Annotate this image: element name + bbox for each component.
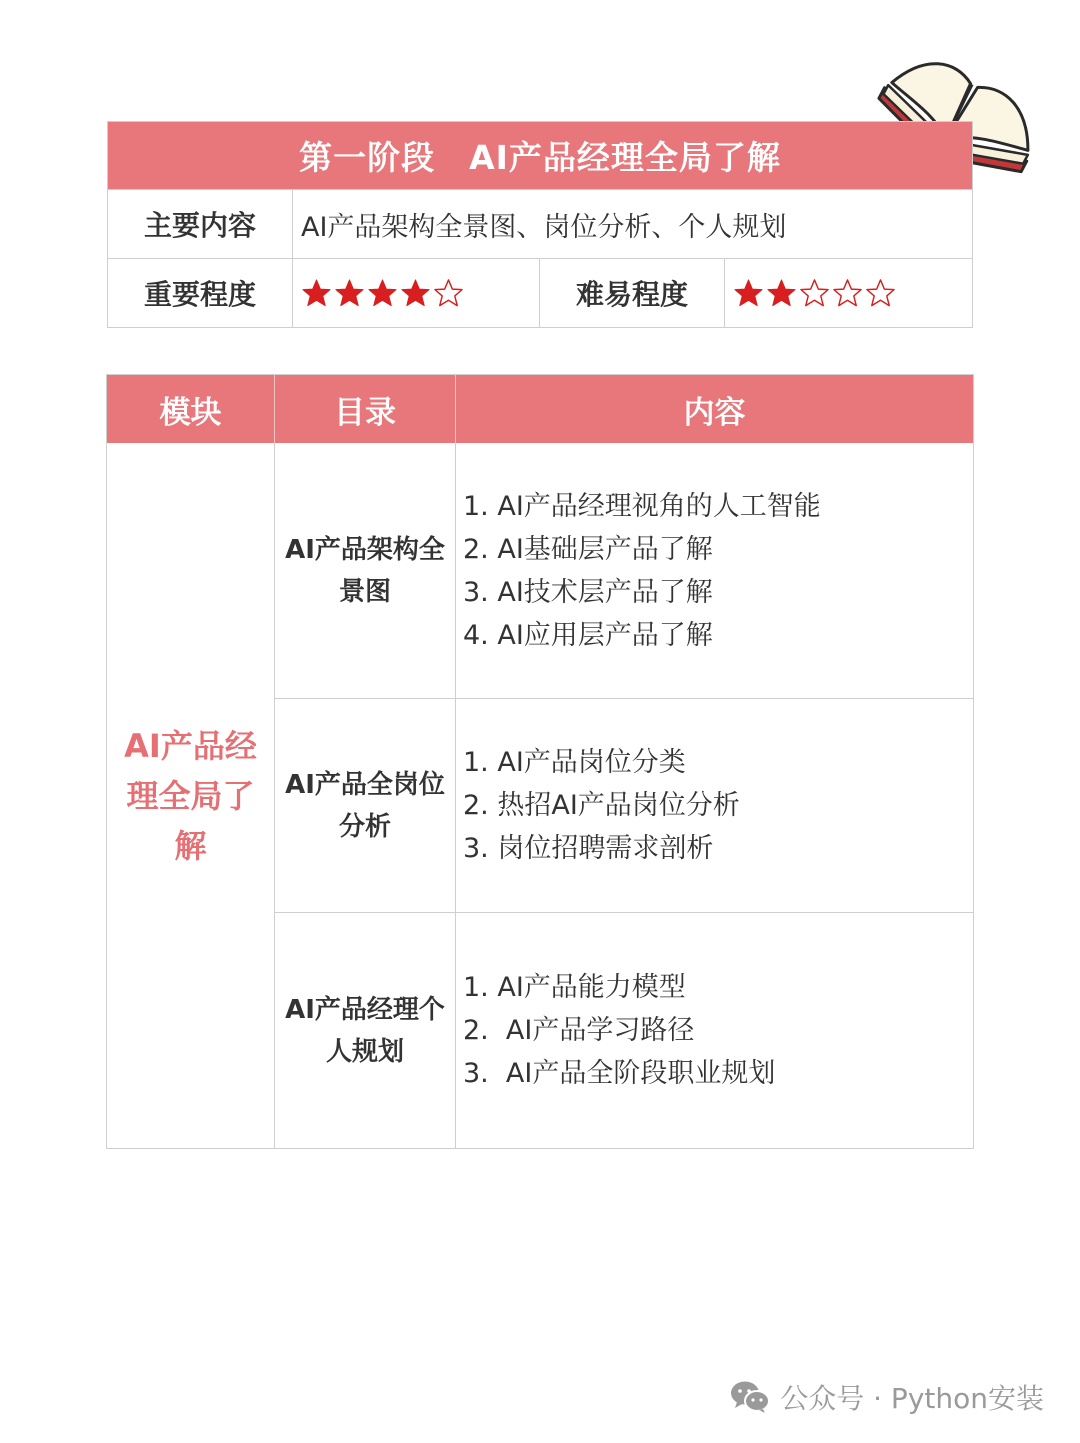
importance-label: 重要程度	[108, 259, 293, 327]
rating-row	[108, 258, 972, 327]
list-item: 2. AI产品学习路径	[463, 1015, 695, 1046]
main-content-label: 主要内容	[108, 190, 293, 258]
list-item: 1. AI产品岗位分类	[463, 747, 686, 778]
star-filled-icon	[301, 278, 332, 309]
star-filled-icon	[766, 278, 797, 309]
importance-stars	[293, 278, 464, 309]
main-content-value: AI产品架构全景图、岗位分析、个人规划	[301, 211, 787, 243]
module-name: AI产品经理全局了解	[107, 443, 275, 1148]
table-row	[275, 699, 973, 913]
header-content: 内容	[683, 394, 746, 431]
module-table-body	[107, 443, 973, 1148]
list-item: 3. AI产品全阶段职业规划	[463, 1058, 776, 1089]
list-item: 2. 热招AI产品岗位分析	[463, 790, 740, 821]
module-rows	[275, 443, 973, 1148]
importance-rating	[293, 259, 540, 327]
table-row	[275, 913, 973, 1148]
content-cell	[456, 443, 973, 698]
list-item: 1. AI产品经理视角的人工智能	[463, 490, 821, 522]
wechat-icon	[730, 1380, 770, 1414]
list-item: 3. 岗位招聘需求剖析	[463, 833, 714, 864]
module-table	[106, 374, 974, 1149]
header-directory: 目录	[275, 375, 456, 443]
watermark	[730, 1377, 1044, 1417]
watermark-text: 公众号 · Python安装	[780, 1382, 1044, 1415]
star-empty-icon	[799, 278, 830, 309]
star-empty-icon	[433, 278, 464, 309]
header-module: 模块	[107, 375, 275, 443]
difficulty-label: 难易程度	[540, 259, 725, 327]
difficulty-stars	[725, 278, 896, 309]
content-cell	[456, 913, 973, 1148]
star-empty-icon	[832, 278, 863, 309]
content-cell	[456, 699, 973, 912]
list-item: 2. AI基础层产品了解	[463, 533, 713, 565]
star-filled-icon	[334, 278, 365, 309]
table-row	[275, 443, 973, 699]
star-empty-icon	[865, 278, 896, 309]
difficulty-rating	[725, 259, 972, 327]
main-content-row	[108, 189, 972, 258]
star-filled-icon	[733, 278, 764, 309]
module-table-header	[107, 375, 973, 443]
list-item: 1. AI产品能力模型	[463, 972, 686, 1003]
directory-cell: AI产品架构全景图	[275, 443, 456, 698]
directory-cell: AI产品全岗位分析	[275, 699, 456, 912]
star-filled-icon	[400, 278, 431, 309]
stage-summary-table	[107, 121, 973, 328]
list-item: 4. AI应用层产品了解	[463, 619, 713, 651]
stage-title: 第一阶段 AI产品经理全局了解	[108, 122, 972, 189]
directory-cell: AI产品经理个人规划	[275, 913, 456, 1148]
star-filled-icon	[367, 278, 398, 309]
list-item: 3. AI技术层产品了解	[463, 576, 713, 608]
